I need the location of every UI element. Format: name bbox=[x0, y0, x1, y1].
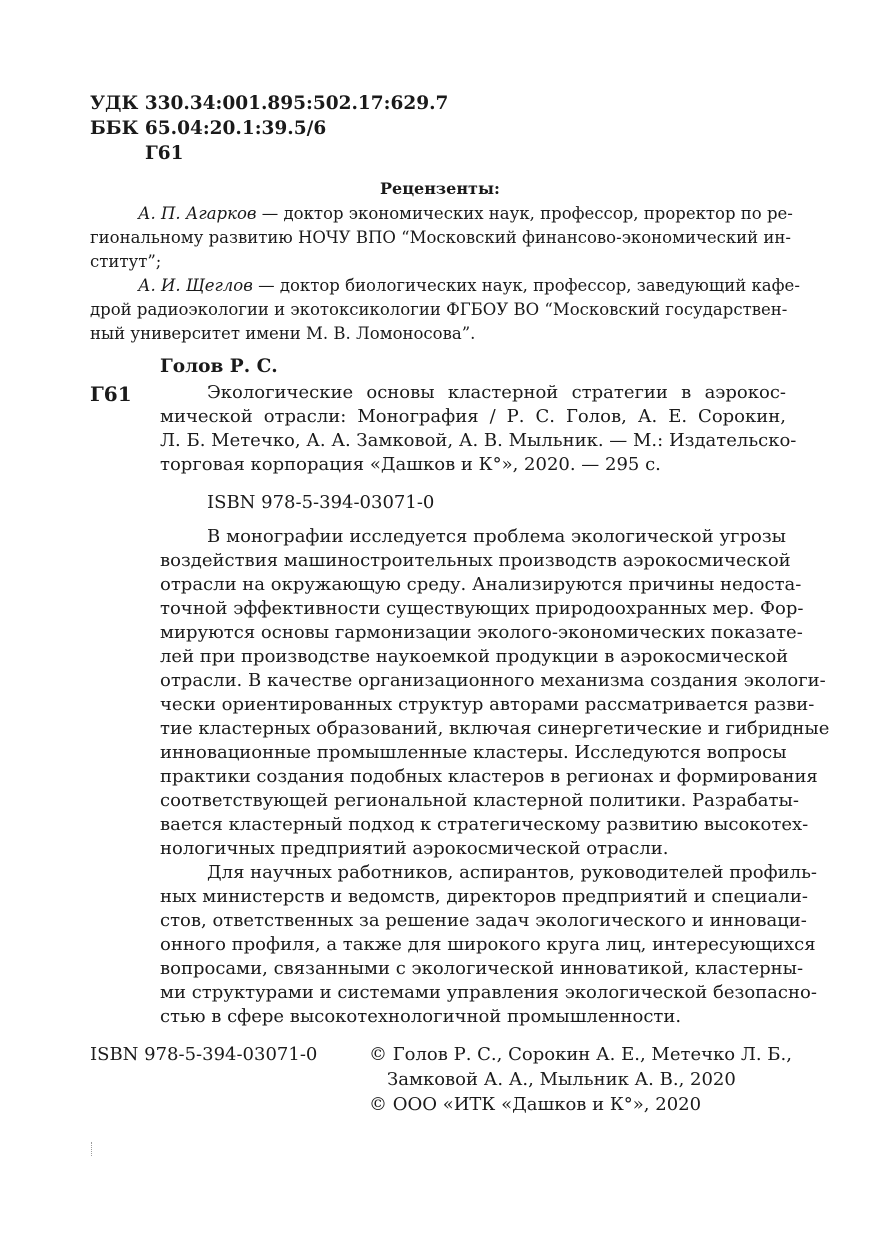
annotation-line: отрасли на окружающую среду. Анализируются причины недоста- bbox=[160, 574, 802, 595]
annotation-line: соответствующей региональной кластерной политики. Разрабаты- bbox=[160, 790, 799, 811]
annotation-line: нологичных предприятий аэрокосмической отрасли. bbox=[160, 838, 669, 859]
annotation-line: инновационные промышленные кластеры. Исследуются вопросы bbox=[160, 742, 787, 763]
reviewer-2-name: А. И. Щеглов bbox=[138, 276, 253, 295]
catalog-isbn: ISBN 978-5-394-03071-0 bbox=[207, 492, 435, 513]
catalog-desc-line-1: Экологические основы кластерной стратегии в аэрокос- bbox=[207, 382, 786, 403]
annotation-line: практики создания подобных кластеров в регионах и формирования bbox=[160, 766, 818, 787]
catalog-author: Голов Р. С. bbox=[160, 356, 278, 377]
annotation-line: стью в сфере высокотехнологичной промышленности. bbox=[160, 1006, 682, 1027]
copyright-authors-line-2: Замковой А. А., Мыльник А. В., 2020 bbox=[387, 1069, 736, 1090]
reviewers-heading: Рецензенты: bbox=[380, 179, 500, 198]
footer-isbn: ISBN 978-5-394-03071-0 bbox=[90, 1044, 318, 1065]
annotation-line: чески ориентированных структур авторами рассматривается разви- bbox=[160, 694, 815, 715]
udk-code: УДК 330.34:001.895:502.17:629.7 bbox=[90, 93, 449, 114]
copyright-authors-line-1: © Голов Р. С., Сорокин А. Е., Метечко Л. Б., bbox=[369, 1044, 792, 1065]
reviewer-1-text-1: — доктор экономических наук, профессор, проректор по ре- bbox=[256, 204, 793, 223]
catalog-desc-line-3: Л. Б. Метечко, А. А. Замковой, А. В. Мыльник. — М.: Издательско- bbox=[160, 430, 797, 451]
annotation-line: вается кластерный подход к стратегическому развитию высокотех- bbox=[160, 814, 809, 835]
catalog-desc-line-4: торговая корпорация «Дашков и К°», 2020. — 295 с. bbox=[160, 454, 661, 475]
annotation-line: отрасли. В качестве организационного механизма создания экологи- bbox=[160, 670, 826, 691]
annotation-line: ных министерств и ведомств, директоров предприятий и специали- bbox=[160, 886, 808, 907]
author-mark-header: Г61 bbox=[145, 143, 184, 164]
reviewer-2-text-1: — доктор биологических наук, профессор, заведующий кафе- bbox=[252, 276, 800, 295]
catalog-desc-line-2: мической отрасли: Монография / Р. С. Голов, А. Е. Сорокин, bbox=[160, 406, 786, 427]
annotation-line: Для научных работников, аспирантов, руководителей профиль- bbox=[207, 862, 817, 883]
annotation-line: В монографии исследуется проблема экологической угрозы bbox=[207, 526, 786, 547]
annotation-line: ми структурами и системами управления экологической безопасно- bbox=[160, 982, 817, 1003]
annotation-line: мируются основы гармонизации эколого-экономических показате- bbox=[160, 622, 803, 643]
reviewer-1-line-3: ститут”; bbox=[90, 252, 162, 271]
catalog-mark: Г61 bbox=[90, 382, 132, 406]
scan-artifact-mark bbox=[91, 1142, 93, 1156]
annotation-line: вопросами, связанными с экологической инноватикой, кластерны- bbox=[160, 958, 804, 979]
annotation-line: точной эффективности существующих природоохранных мер. Фор- bbox=[160, 598, 804, 619]
annotation-line: стов, ответственных за решение задач экологического и инноваци- bbox=[160, 910, 807, 931]
reviewer-1-name: А. П. Агарков bbox=[138, 204, 257, 223]
reviewer-1-line-1 bbox=[138, 202, 793, 226]
reviewer-1-line-2: гиональному развитию НОЧУ ВПО “Московский финансово-экономический ин- bbox=[90, 228, 791, 247]
annotation-line: тие кластерных образований, включая синергетические и гибридные bbox=[160, 718, 830, 739]
reviewer-2-line-3: ный университет имени М. В. Ломоносова”. bbox=[90, 324, 476, 343]
annotation-line: воздействия машиностроительных производств аэрокосмической bbox=[160, 550, 791, 571]
reviewer-2-line-1 bbox=[138, 274, 800, 298]
copyright-publisher: © ООО «ИТК «Дашков и К°», 2020 bbox=[369, 1094, 702, 1115]
annotation-line: онного профиля, а также для широкого круга лиц, интересующихся bbox=[160, 934, 816, 955]
reviewer-2-line-2: дрой радиоэкологии и экотоксикологии ФГБОУ ВО “Московский государствен- bbox=[90, 300, 788, 319]
annotation-line: лей при производстве наукоемкой продукции в аэрокосмической bbox=[160, 646, 789, 667]
bbk-code: ББК 65.04:20.1:39.5/6 bbox=[90, 118, 327, 139]
